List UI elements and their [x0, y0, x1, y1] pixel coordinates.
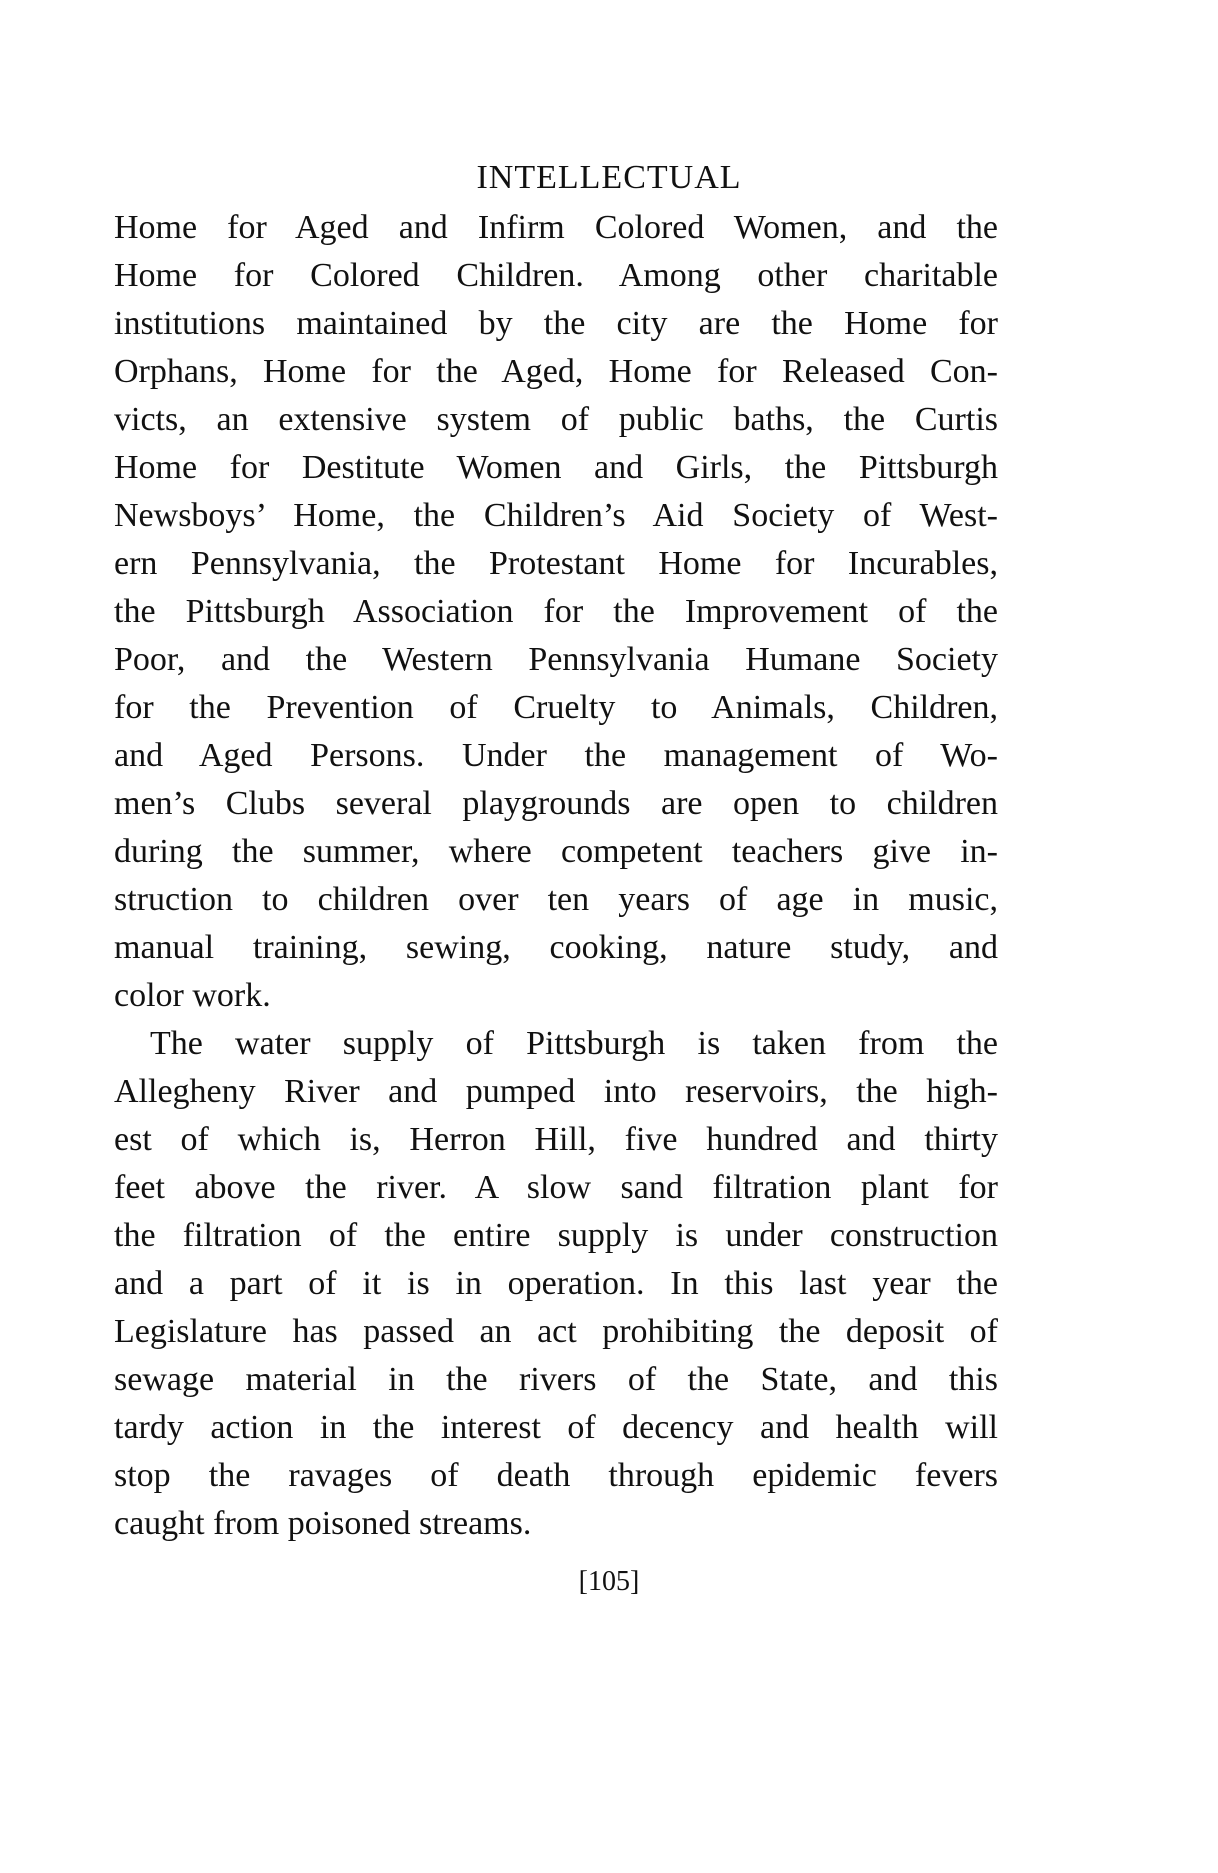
- text-line: tardy action in the interest of decency and health will: [114, 1409, 998, 1446]
- paragraph-1: [114, 204, 998, 1020]
- page-number: [105]: [578, 1566, 640, 1597]
- text-line: victs, an extensive system of public baths, the Curtis: [114, 401, 998, 438]
- text-line: manual training, sewing, cooking, nature study, and: [114, 929, 998, 966]
- text-line: Orphans, Home for the Aged, Home for Released Con-: [114, 353, 998, 390]
- text-line: and Aged Persons. Under the management of Wo-: [114, 737, 998, 774]
- text-line: struction to children over ten years of age in music,: [114, 881, 998, 918]
- text-line: Home for Aged and Infirm Colored Women, and the: [114, 209, 998, 246]
- text-line: feet above the river. A slow sand filtration plant for: [114, 1169, 998, 1206]
- text-line: the Pittsburgh Association for the Improvement of the: [114, 593, 998, 630]
- text-line: Allegheny River and pumped into reservoirs, the high-: [114, 1073, 998, 1110]
- text-line: and a part of it is in operation. In this last year the: [114, 1265, 998, 1302]
- text-line: color work.: [114, 977, 271, 1014]
- text-line: stop the ravages of death through epidemic fevers: [114, 1457, 998, 1494]
- text-line: during the summer, where competent teachers give in-: [114, 833, 998, 870]
- running-head: INTELLECTUAL: [476, 159, 742, 196]
- body-text: [114, 204, 998, 1548]
- text-line: Newsboys’ Home, the Children’s Aid Society of West-: [114, 497, 998, 534]
- text-line: Home for Colored Children. Among other charitable: [114, 257, 998, 294]
- text-line: institutions maintained by the city are the Home for: [114, 305, 998, 342]
- text-line: caught from poisoned streams.: [114, 1505, 532, 1542]
- paragraph-2: [114, 1020, 998, 1548]
- text-line: men’s Clubs several playgrounds are open to children: [114, 785, 998, 822]
- text-line: the filtration of the entire supply is under construction: [114, 1217, 998, 1254]
- text-line: for the Prevention of Cruelty to Animals, Children,: [114, 689, 998, 726]
- text-line: ern Pennsylvania, the Protestant Home for Incurables,: [114, 545, 998, 582]
- text-line: The water supply of Pittsburgh is taken from the: [150, 1025, 998, 1062]
- text-line: Legislature has passed an act prohibiting the deposit of: [114, 1313, 998, 1350]
- text-line: sewage material in the rivers of the State, and this: [114, 1361, 998, 1398]
- text-line: Poor, and the Western Pennsylvania Humane Society: [114, 641, 998, 678]
- text-line: Home for Destitute Women and Girls, the Pittsburgh: [114, 449, 998, 486]
- text-line: est of which is, Herron Hill, five hundred and thirty: [114, 1121, 998, 1158]
